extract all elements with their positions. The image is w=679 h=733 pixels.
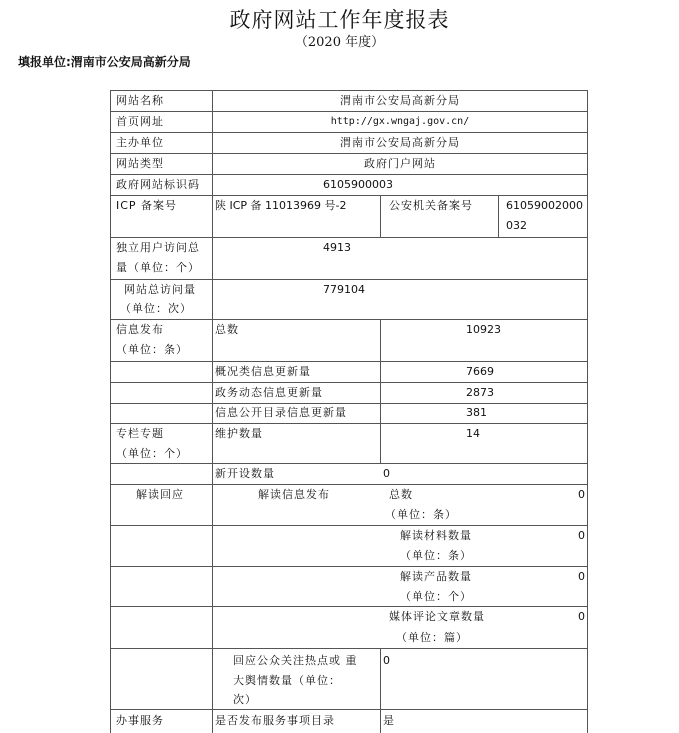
response-count-value: 0 — [383, 654, 390, 667]
service-catalog-answer: 是 — [383, 714, 395, 727]
site-type-label: 网站类型 — [116, 157, 164, 170]
police-record-value-cont: 032 — [506, 219, 527, 232]
unique-visitors-value: 4913 — [323, 241, 351, 254]
row-line — [110, 403, 588, 404]
sponsor-label: 主办单位 — [116, 136, 164, 149]
table-border-left — [110, 90, 111, 733]
interpretation-label: 解读回应 — [136, 488, 184, 501]
column-topic-label: 专栏专题 — [116, 427, 164, 440]
site-name-label: 网站名称 — [116, 94, 164, 107]
interp-material-label: 解读材料数量 — [400, 529, 472, 542]
interp-total-unit: （单位：条） — [385, 508, 457, 521]
column-new-value: 0 — [383, 467, 390, 480]
info-news-value: 2873 — [466, 386, 494, 399]
interpretation-publish-label: 解读信息发布 — [258, 488, 330, 501]
site-type-value: 政府门户网站 — [364, 157, 436, 170]
info-overview-value: 7669 — [466, 365, 494, 378]
info-overview-label: 概况类信息更新量 — [215, 365, 311, 378]
icp-label: ICP 备案号 — [116, 199, 178, 212]
row-line — [110, 361, 588, 362]
interp-product-unit: （单位：个） — [400, 590, 472, 603]
column-maintained-label: 维护数量 — [215, 427, 263, 440]
table-border-right — [587, 90, 588, 733]
service-label: 办事服务 — [116, 714, 164, 727]
reporting-unit: 填报单位:渭南市公安局高新分局 — [18, 55, 191, 69]
interp-media-value: 0 — [578, 610, 585, 623]
site-name-value: 渭南市公安局高新分局 — [340, 94, 460, 107]
info-publish-label: 信息发布 — [116, 323, 164, 336]
home-url-label: 首页网址 — [116, 115, 164, 128]
column-new-label: 新开设数量 — [215, 467, 275, 480]
info-news-label: 政务动态信息更新量 — [215, 386, 323, 399]
response-count-unit: 次） — [233, 693, 257, 706]
col-line — [380, 195, 381, 237]
home-url-value: http://gx.wngaj.gov.cn/ — [330, 116, 470, 127]
row-line — [110, 648, 588, 649]
info-total-label: 总数 — [215, 323, 239, 336]
row-line — [110, 382, 588, 383]
unique-visitors-label: 独立用户访问总 — [116, 241, 200, 254]
total-visits-value: 779104 — [323, 283, 365, 296]
total-visits-label: 网站总访问量 — [124, 283, 196, 296]
info-publish-unit: （单位：条） — [116, 343, 188, 356]
unique-visitors-unit: 量（单位：个） — [116, 261, 200, 274]
response-count-label: 回应公众关注热点或 重 — [233, 654, 358, 667]
interp-total-value: 0 — [578, 488, 585, 501]
row-line — [110, 709, 588, 710]
icp-value: 陕 ICP 备 11013969 号-2 — [215, 199, 347, 212]
interp-material-value: 0 — [578, 529, 585, 542]
site-id-value: 6105900003 — [323, 178, 393, 191]
page-title: 政府网站工作年度报表 — [229, 8, 450, 32]
row-line — [110, 566, 588, 567]
row-line — [110, 423, 588, 424]
row-line — [110, 606, 588, 607]
total-visits-unit: （单位：次） — [120, 302, 192, 315]
column-maintained-value: 14 — [466, 427, 480, 440]
info-catalog-label: 信息公开目录信息更新量 — [215, 406, 347, 419]
police-record-value: 61059002000 — [506, 199, 583, 212]
response-count-label-cont: 大舆情数量（单位： — [233, 674, 341, 687]
interp-material-unit: （单位：条） — [400, 549, 472, 562]
interp-product-value: 0 — [578, 570, 585, 583]
col-line — [380, 648, 381, 733]
interp-media-unit: （单位：篇） — [396, 631, 468, 644]
site-id-label: 政府网站标识码 — [116, 178, 200, 191]
row-line — [110, 525, 588, 526]
police-record-label: 公安机关备案号 — [389, 199, 473, 212]
report-year: （2020 年度） — [294, 35, 385, 50]
service-catalog-question: 是否发布服务事项目录 — [215, 714, 335, 727]
interp-media-label: 媒体评论文章数量 — [389, 610, 485, 623]
row-line — [110, 319, 588, 320]
col-line — [380, 319, 381, 464]
col-line — [212, 90, 213, 733]
info-catalog-value: 381 — [466, 406, 487, 419]
interp-total-label: 总数 — [389, 488, 413, 501]
column-topic-unit: （单位：个） — [116, 447, 188, 460]
sponsor-value: 渭南市公安局高新分局 — [340, 136, 460, 149]
info-total-value: 10923 — [466, 323, 501, 336]
col-line — [498, 195, 499, 237]
interp-product-label: 解读产品数量 — [400, 570, 472, 583]
